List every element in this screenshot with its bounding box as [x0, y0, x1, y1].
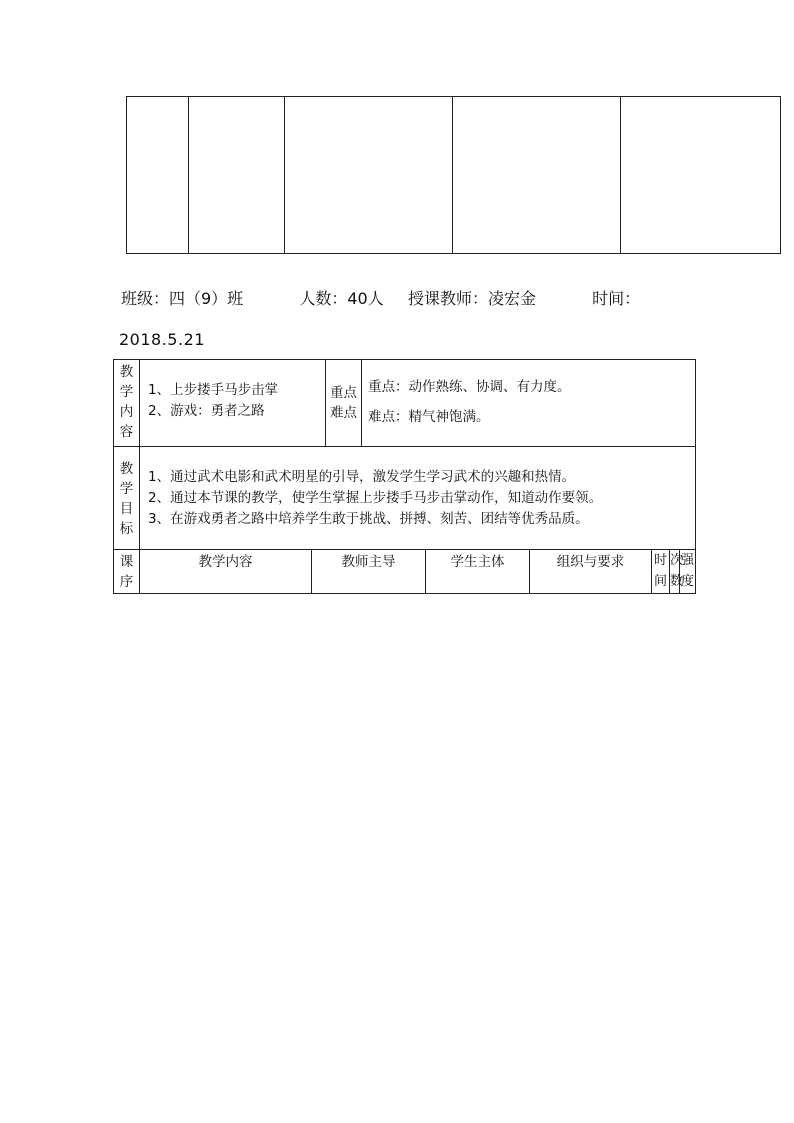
empty-cell [453, 97, 621, 254]
column-header-row [114, 550, 696, 594]
header-teacher-lead: 教师主导 [312, 550, 426, 594]
key-point-text: 重点：动作熟练、协调、有力度。 [368, 379, 571, 395]
difficult-point-text: 难点：精气神饱满。 [368, 409, 490, 425]
empty-cell [621, 97, 781, 254]
goal-item: 3、在游戏勇者之路中培养学生敢于挑战、拼搏、刻苦、团结等优秀品质。 [148, 511, 589, 527]
goal-item: 1、通过武术电影和武术明星的引导，激发学生学习武术的兴趣和热情。 [148, 469, 576, 485]
time-label: 时间： [592, 289, 641, 308]
key-difficult-label-cell: 重点 难点 [326, 360, 362, 447]
header-sequence: 课 序 [114, 550, 140, 594]
table-row [114, 360, 696, 447]
lesson-plan-table [113, 359, 696, 594]
empty-cell [127, 97, 189, 254]
empty-cell [285, 97, 453, 254]
content-label-cell: 教 学 内 容 [114, 360, 140, 447]
lesson-date: 2018.5.21 [119, 330, 205, 349]
goal-item: 2、通过本节课的教学，使学生掌握上步搂手马步击掌动作，知道动作要领。 [148, 490, 603, 506]
header-times: 次 数 [670, 550, 680, 594]
student-count-label: 人数：40人 [299, 289, 384, 308]
content-item: 2、游戏：勇者之路 [148, 403, 265, 419]
empty-cell [189, 97, 285, 254]
goal-label-cell: 教 学 目 标 [114, 447, 140, 550]
header-organization: 组织与要求 [530, 550, 652, 594]
content-items-cell [140, 360, 326, 447]
header-intensity: 强 度 [680, 550, 696, 594]
header-time: 时 间 [652, 550, 670, 594]
class-label: 班级：四（9）班 [121, 289, 244, 308]
class-info-line [121, 286, 640, 309]
goals-cell [140, 447, 696, 550]
header-content: 教学内容 [140, 550, 312, 594]
teacher-label: 授课教师：凌宏金 [407, 289, 536, 308]
key-points-cell [362, 360, 696, 447]
table-row [114, 447, 696, 550]
previous-page-table [126, 96, 781, 254]
content-item: 1、上步搂手马步击掌 [148, 382, 279, 398]
header-student-main: 学生主体 [426, 550, 530, 594]
